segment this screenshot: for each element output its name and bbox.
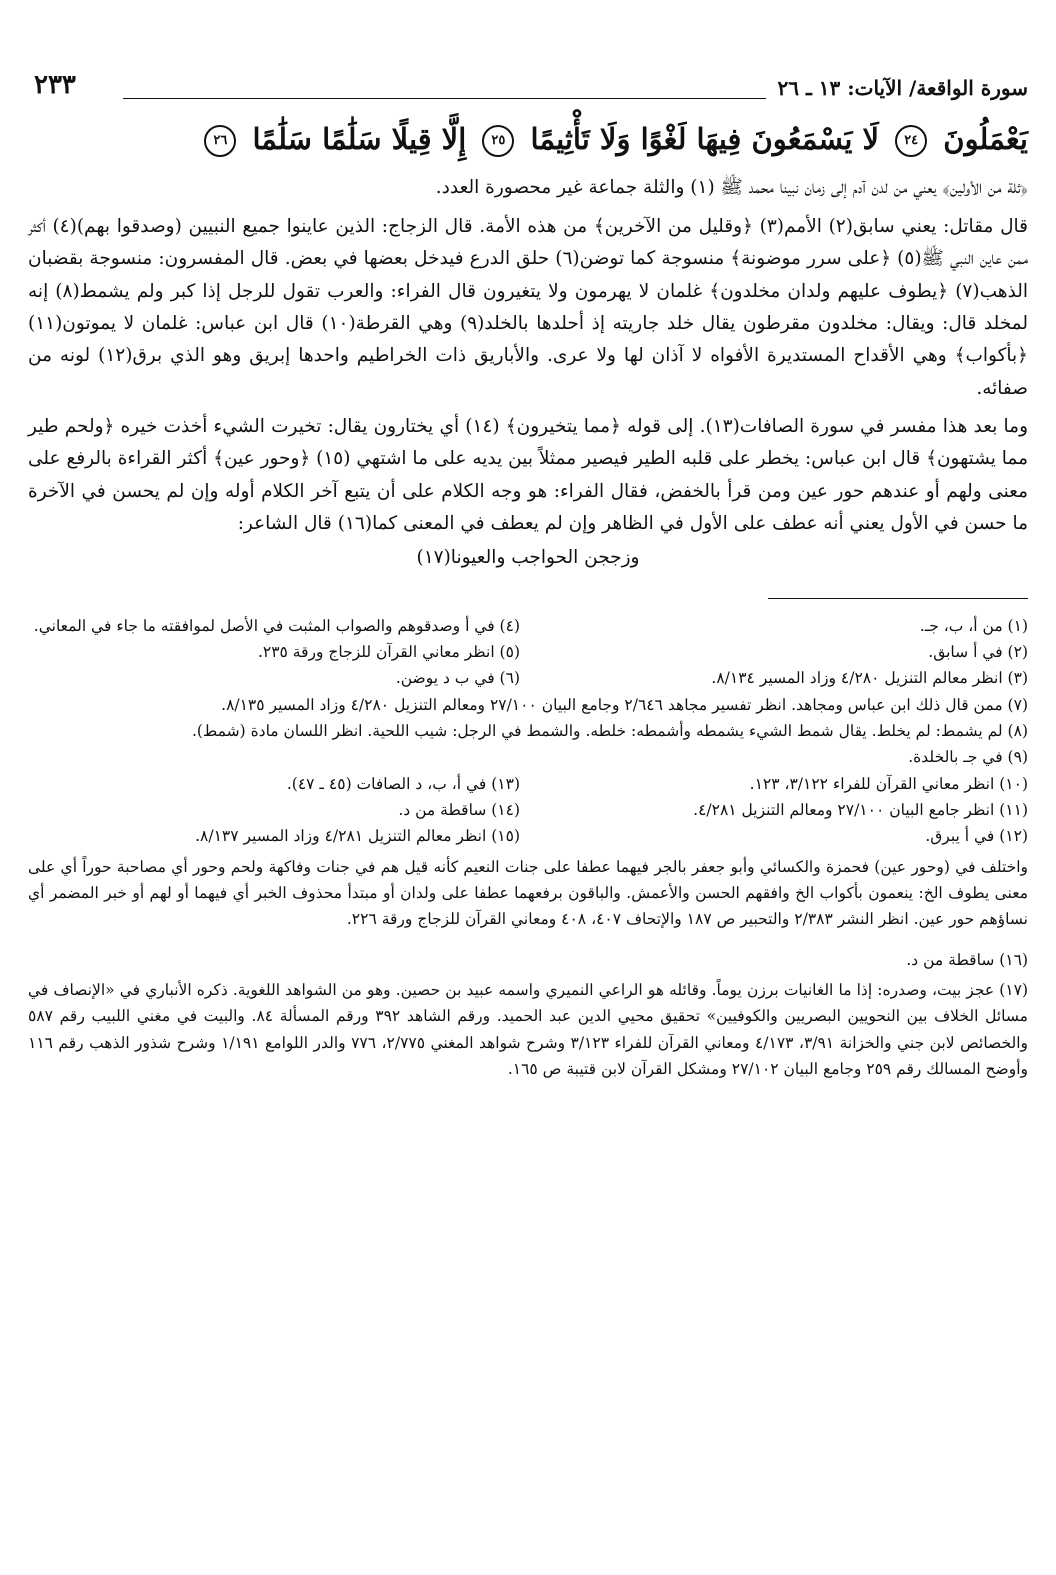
page-header xyxy=(28,70,1028,110)
footnote-11: (١١) انظر جامع البيان ٢٧/١٠٠ ومعالم التنزيل ٤/٢٨١. xyxy=(693,800,1028,819)
footnote-5: (٥) انظر معاني القرآن للزجاج ورقة ٢٣٥. xyxy=(257,642,520,661)
footnote-2: (٢) في أ سابق. xyxy=(928,642,1028,661)
footnote-13: (١٣) في أ، ب، د الصافات (٤٥ ـ ٤٧). xyxy=(286,774,520,793)
footnote-6: (٦) في ب د يوضن. xyxy=(395,669,520,688)
footnote-grid-2 xyxy=(28,771,1028,850)
header-title: سورة الواقعة/ الآيات: ١٣ ـ ٢٦ xyxy=(777,76,1028,100)
ayah-marker-25: ٢٥ xyxy=(482,125,514,157)
footnote-15: (١٥) انظر معالم التنزيل ٤/٢٨١ وزاد المسير ٨/١٣٧. xyxy=(195,827,520,846)
footnotes xyxy=(28,613,1028,1083)
footnote-9: (٩) في جـ بالخلدة. xyxy=(908,748,1028,767)
footnote-7: (٧) ممن قال ذلك ابن عباس ومجاهد. انظر تفسير مجاهد ٢/٦٤٦ وجامع البيان ٢٧/١٠٠ ومعالم التنزيل ٤/٢٨٠ وزاد المسير ٨/١٣٥. xyxy=(221,695,1028,714)
verse-segment-2: لَا يَسْمَعُونَ فِيهَا لَغْوًا وَلَا تَأْثِيمًا xyxy=(530,122,880,156)
paragraph-2: قال مقاتل: يعني سابق(٢) الأمم(٣) ﴿وقليل من الآخرين﴾ من هذه الأمة. قال الزجاج: الذين عاينوا جميع النبيين (وصدقوا بهم)(٤) أكثر ممن عاين النبي ﷺ(٥) ﴿على سرر موضونة﴾ منسوجة كما توضن(٦) حلق الدرع فيدخل بعضها في بعض. قال المفسرون: منسوجة بقضبان الذهب(٧) ﴿يطوف عليهم ولدان مخلدون﴾ غلمان لا يهرمون ولا يتغيرون قال الفراء: والعرب تقول للرجل إذا كبر ولم يشمط(٨) إنه لمخلد قال: ويقال: مخلدون مقرطون يقال خلد جاريته إذ أحلدها بالخلد(٩) وهي القرطة(١٠) قال ابن عباس: غلمان لا يموتون(١١) ﴿بأكواب﴾ وهي الأقداح المستديرة الأفواه لا آذان لها ولا عرى. والأباريق ذات الخراطيم واحدها إبريق وهو الذي برق(١٢) لونه من صفائه. xyxy=(28,215,1029,399)
ayah-marker-24: ٢٤ xyxy=(895,125,927,157)
page xyxy=(28,70,1028,1082)
footnote-separator xyxy=(768,598,1028,599)
quran-verse-line xyxy=(28,116,1028,162)
footnote-grid-1 xyxy=(28,613,1028,692)
footnote-12: (١٢) في أ يبرق. xyxy=(925,827,1028,846)
ayah-marker-26: ٢٦ xyxy=(204,125,236,157)
qiraat-note: واختلف في (وحور عين) فحمزة والكسائي وأبو جعفر بالجر فيهما عطفا على جنات النعيم كأنه قيل هم في جنات وفاكهة ولحم وحور أي مصاحبة حوراً أي على معنى يطوف الخ: ينعمون بأكواب الخ وافقهم الحسن والأعمش. والباقون برفعهما عطفا على ولدان أو مبتدأ محذوف الخبر أي فيهما أو لهم أو خبر المضمر أي نساؤهم حور عين. انظر النشر ٢/٣٨٣ والتحبير ص ١٨٧ والإتحاف ٤٠٧، ٤٠٨ ومعاني القرآن للزجاج ورقة ٢٢٦. xyxy=(28,857,1028,929)
commentary-body xyxy=(28,172,1028,540)
poem-verse: وزججن الحواجب والعيونا(١٧) xyxy=(416,546,640,568)
page-number: ٢٣٣ xyxy=(34,70,76,100)
paragraph-3: وما بعد هذا مفسر في سورة الصافات(١٣). إلى قوله ﴿مما يتخيرون﴾ (١٤) أي يختارون يقال: تخيرت الشيء أخذت خيره ﴿ولحم طير مما يشتهون﴾ قال ابن عباس: يخطر على قلبه الطير فيصير ممثلاً بين يديه على ما اشتهي (١٥) ﴿وحور عين﴾ أكثر القراءة بالرفع على معنى ولهم أو عندهم حور عين ومن قرأ بالخفض، فقال الفراء: هو وجه الكلام على أن يتبع آخر الكلام أوله وإن لم يحسن في الآخرة ما حسن في الأول يعني أنه عطف على الأول في الظاهر وإن لم يعطف في المعنى كما(١٦) قال الشاعر: xyxy=(28,416,1029,535)
footnote-8: (٨) لم يشمط: لم يخلط. يقال شمط الشيء يشمطه وأشمطه: خلطه. والشمط في الرجل: شيب اللحية. انظر اللسان مادة (شمط). xyxy=(191,721,1028,740)
verse-segment-3: إِلَّا قِيلًا سَلَٰمًا سَلَٰمًا xyxy=(252,122,467,156)
header-rule xyxy=(123,98,766,99)
verse-segment-1: يَعْمَلُونَ xyxy=(943,122,1028,156)
paragraph-1: ﴿ثلة من الأولين﴾ يعني من لدن آدم إلى زمان نبينا محمد ﷺ (١) والثلة جماعة غير محصورة العدد. xyxy=(435,177,1028,199)
footnote-1: (١) من أ، ب، جـ. xyxy=(919,616,1028,635)
footnote-16: (١٦) ساقطة من د. xyxy=(906,950,1028,969)
footnote-10: (١٠) انظر معاني القرآن للفراء ٣/١٢٢، ١٢٣. xyxy=(749,774,1028,793)
footnote-14: (١٤) ساقطة من د. xyxy=(398,800,520,819)
footnote-3: (٣) انظر معالم التنزيل ٤/٢٨٠ وزاد المسير ٨/١٣٤. xyxy=(711,669,1028,688)
footnote-17: (١٧) عجز بيت، وصدره: إذا ما الغانيات برزن يوماً. وقائله هو الراعي النميري واسمه عبيد بن حصين. وهو من الشواهد اللغوية. ذكره الأنباري في «الإنصاف في مسائل الخلاف بين النحويين البصريين والكوفيين» تحقيق محيي الدين عبد الحميد. ورقم الشاهد ٣٩٢ ورقم المسألة ٨٤. والبيت في مغني اللبيب رقم ٥٨٧ والخصائص لابن جني والخزانة ٣/٩١، ٤/١٧٣ ومعاني القرآن للفراء ٣/١٢٣ وشرح شواهد المغني ٢/٧٧٥، ٧٧٦ والدر اللوامع ١/١٩١ وشرح شذور الذهب رقم ١١٦ وأوضح المسالك رقم ٢٥٩ وجامع البيان ٢٧/١٠٢ ومشكل القرآن لابن قتيبة ص ١٦٥. xyxy=(28,980,1029,1079)
footnote-gap xyxy=(28,933,1028,947)
footnote-4: (٤) في أ وصدقوهم والصواب المثبت في الأصل لموافقته ما جاء في المعاني. xyxy=(33,616,520,635)
